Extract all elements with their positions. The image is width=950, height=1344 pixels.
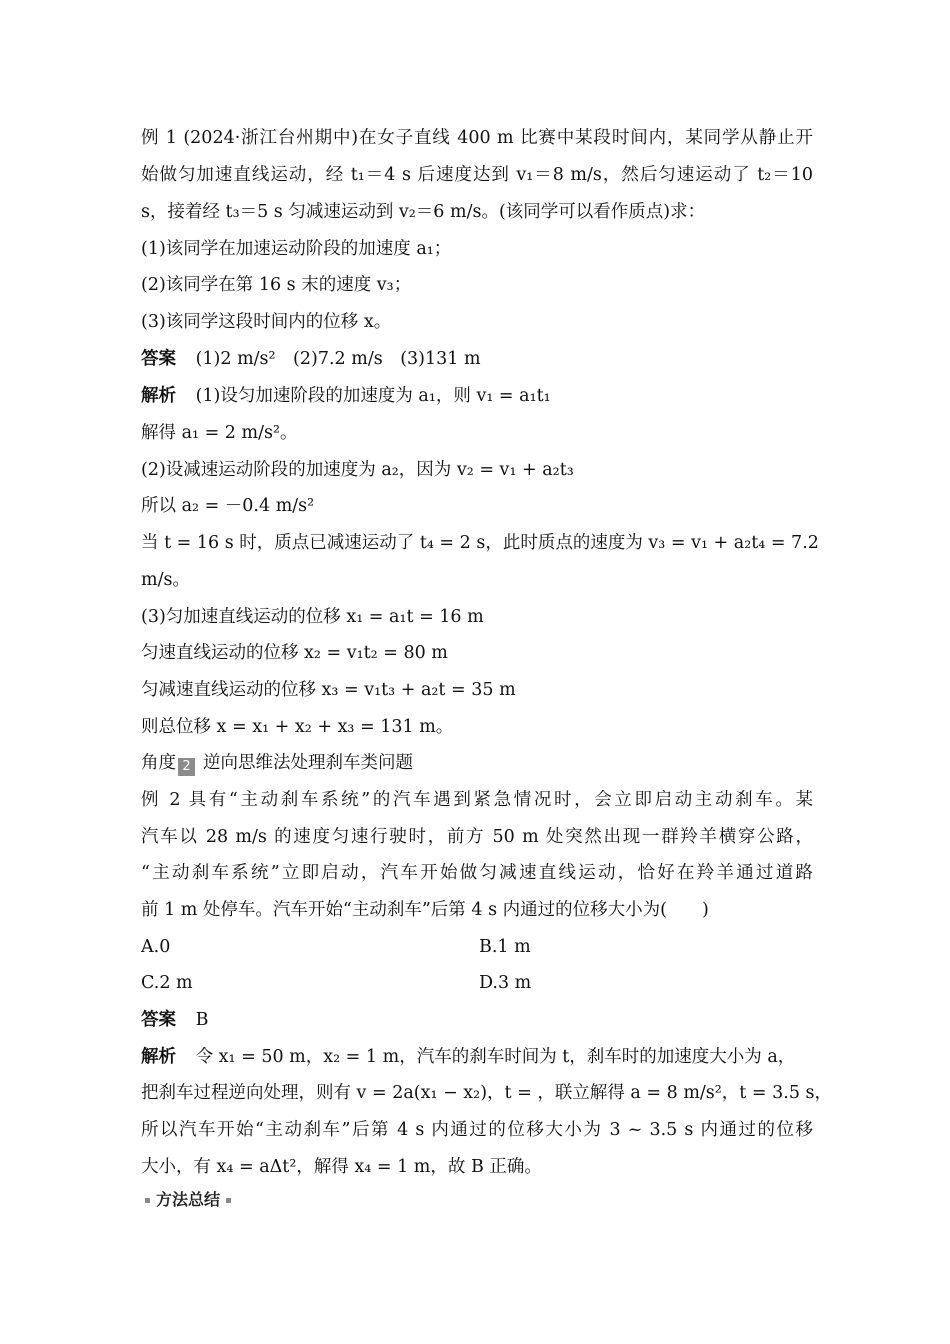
example1-analysis-first — [141, 384, 813, 408]
example1-analysis-line: (3)匀加速直线运动的位移 x₁ = a₁t = 16 m — [141, 607, 484, 627]
example1-question-2: (2)该同学在第 16 s 末的速度 v₃； — [141, 275, 412, 295]
analysis-text: 令 x₁ = 50 m，x₂ = 1 m，汽车的刹车时间为 t，刹车时的加速度大小为 a， — [195, 1047, 796, 1067]
option-b: B.1 m — [479, 937, 531, 957]
answer-label: 答案 — [141, 1010, 176, 1030]
example2-analysis-first — [141, 1045, 813, 1069]
example1-line-1: 例 1 (2024·浙江台州期中)在女子直线 400 m 比赛中某段时间内，某同学从静止开 — [141, 128, 813, 148]
example1-analysis-line: (2)设减速运动阶段的加速度为 a₂，因为 v₂ = v₁ + a₂t₃ — [141, 460, 574, 480]
section-heading — [141, 751, 813, 776]
example2-line-1: 例 2 具有“主动刹车系统”的汽车遇到紧急情况时，会立即启动主动刹车。某 — [141, 790, 813, 810]
option-c: C.2 m — [141, 973, 193, 993]
answer-label: 答案 — [141, 349, 176, 369]
example2-line-2: 汽车以 28 m/s 的速度匀速行驶时，前方 50 m 处突然出现一群羚羊横穿公路， — [141, 827, 813, 847]
example1-answer — [141, 347, 813, 371]
section-title: 逆向思维法处理刹车类问题 — [203, 753, 413, 773]
example1-analysis-line: 匀速直线运动的位移 x₂ = v₁t₂ = 80 m — [141, 643, 448, 663]
method-summary-heading — [139, 1189, 237, 1211]
example1-analysis-line: 则总位移 x = x₁ + x₂ + x₃ = 131 m。 — [141, 717, 454, 737]
example1-question-1: (1)该同学在加速运动阶段的加速度 a₁； — [141, 239, 452, 259]
example1-analysis-line: 匀减速直线运动的位移 x₃ = v₁t₃ + a₂t = 35 m — [141, 680, 516, 700]
option-d: D.3 m — [479, 973, 532, 993]
example1-line-3: s，接着经 t₃＝5 s 匀减速运动到 v₂＝6 m/s。(该同学可以看作质点)求： — [141, 202, 706, 222]
method-summary-title: 方法总结 — [156, 1190, 221, 1209]
square-bullet-icon — [226, 1198, 231, 1203]
answer-text: (1)2 m/s² (2)7.2 m/s (3)131 m — [195, 349, 481, 369]
analysis-text: (1)设匀加速阶段的加速度为 a₁，则 v₁ = a₁t₁ — [195, 386, 551, 406]
option-a: A.0 — [141, 937, 171, 957]
example2-analysis-line: 大小，有 x₄ = aΔt²，解得 x₄ = 1 m，故 B 正确。 — [141, 1157, 542, 1177]
example2-line-4: 前 1 m 处停车。汽车开始“主动刹车”后第 4 s 内通过的位移大小为( ) — [141, 900, 709, 920]
analysis-label: 解析 — [141, 1047, 176, 1067]
example1-analysis-line: 当 t = 16 s 时，质点已减速运动了 t₄ = 2 s，此时质点的速度为 v₃ = v₁ + a₂t₄ = 7.2 — [141, 533, 819, 553]
square-bullet-icon — [145, 1198, 150, 1203]
example1-line-2: 始做匀加速直线运动，经 t₁＝4 s 后速度达到 v₁＝8 m/s，然后匀速运动了 t₂＝10 — [141, 165, 813, 185]
example1-analysis-line: 所以 a₂ = －0.4 m/s² — [141, 496, 315, 516]
example2-analysis-line: 把刹车过程逆向处理，则有 v = 2a(x₁ − x₂)，t = ，联立解得 a = 8 m/s²，t = 3.5 s， — [141, 1083, 833, 1103]
example1-question-3: (3)该同学这段时间内的位移 x。 — [141, 312, 392, 332]
example2-answer — [141, 1008, 813, 1032]
analysis-label: 解析 — [141, 386, 176, 406]
answer-text: B — [195, 1010, 209, 1030]
example2-line-3: “主动刹车系统”立即启动，汽车开始做匀减速直线运动，恰好在羚羊通过道路 — [141, 863, 813, 883]
section-prefix: 角度 — [141, 753, 176, 773]
example1-analysis-line: 解得 a₁ = 2 m/s²。 — [141, 423, 298, 443]
example1-analysis-line: m/s。 — [141, 570, 190, 590]
section-number-badge: 2 — [178, 758, 195, 776]
example2-analysis-line: 所以汽车开始“主动刹车”后第 4 s 内通过的位移大小为 3 ~ 3.5 s 内通过的位移 — [141, 1120, 813, 1140]
